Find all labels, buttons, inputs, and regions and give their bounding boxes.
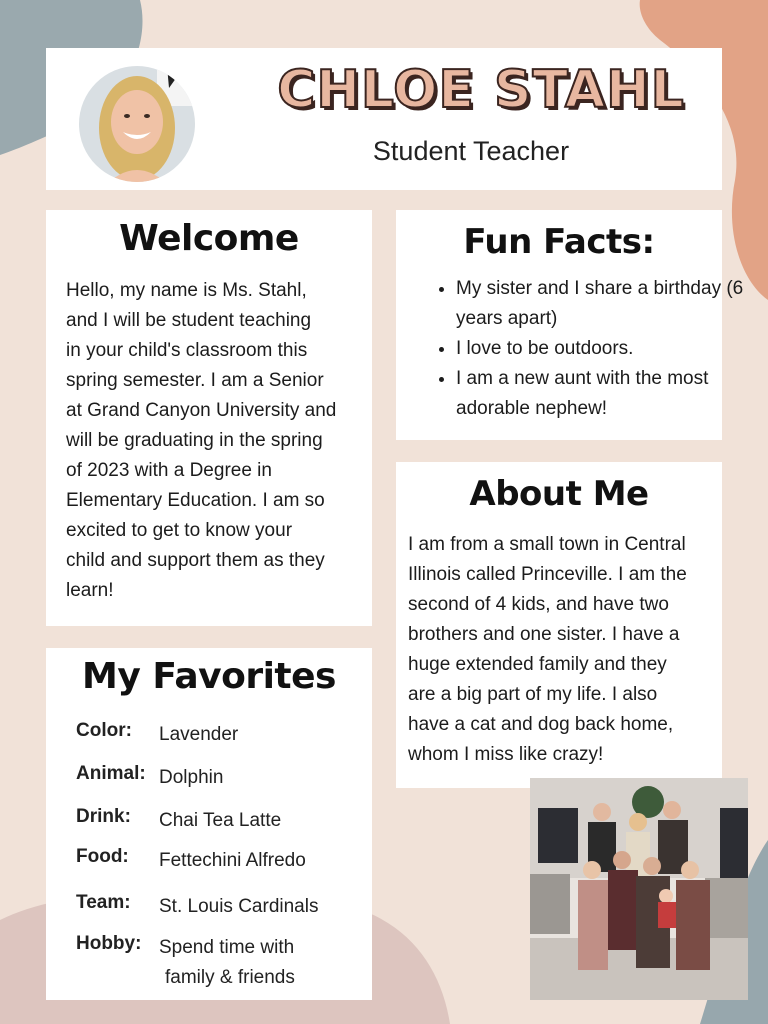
favorite-value: Lavender <box>159 724 239 745</box>
teacher-name: CHLOE STAHL <box>277 60 685 120</box>
about-me-text <box>408 530 718 770</box>
welcome-line: at Grand Canyon University and <box>66 400 337 421</box>
welcome-line: learn! <box>66 580 114 601</box>
welcome-line: excited to get to know your <box>66 520 293 541</box>
hobby-line-1: Spend time with <box>159 937 295 958</box>
family-photo <box>530 778 748 1000</box>
fun-facts-card <box>396 210 744 440</box>
favorite-value: Fettechini Alfredo <box>159 850 306 871</box>
welcome-line: spring semester. I am a Senior <box>66 370 324 391</box>
about-line: Illinois called Princeville. I am the <box>408 564 687 585</box>
favorite-value: Chai Tea Latte <box>159 810 282 831</box>
favorite-label: Color: <box>76 720 132 741</box>
favorite-value <box>159 933 369 993</box>
favorites-title: My Favorites <box>82 656 336 697</box>
favorite-label: Animal: <box>76 763 146 784</box>
about-line: have a cat and dog back home, <box>408 714 674 735</box>
about-line: whom I miss like crazy! <box>408 744 604 765</box>
list-item: • I love to be outdoors. <box>456 334 756 364</box>
favorite-value: St. Louis Cardinals <box>159 896 319 917</box>
favorite-value: Dolphin <box>159 767 224 788</box>
welcome-line: in your child's classroom this <box>66 340 308 361</box>
about-me-card <box>396 462 722 788</box>
fun-facts-list <box>414 274 756 424</box>
welcome-line: Hello, my name is Ms. Stahl, <box>66 280 307 301</box>
favorites-card <box>46 648 372 1000</box>
header-card <box>46 48 722 190</box>
favorite-label: Team: <box>76 892 131 913</box>
welcome-line: Elementary Education. I am so <box>66 490 325 511</box>
about-me-title: About Me <box>469 474 649 514</box>
about-line: huge extended family and they <box>408 654 667 675</box>
favorite-label: Hobby: <box>76 933 142 954</box>
about-line: second of 4 kids, and have two <box>408 594 669 615</box>
favorite-label: Food: <box>76 846 129 867</box>
welcome-line: of 2023 with a Degree in <box>66 460 272 481</box>
welcome-line: child and support them as they <box>66 550 325 571</box>
profile-photo <box>79 66 195 182</box>
welcome-card <box>46 210 372 626</box>
welcome-text <box>66 276 362 606</box>
list-item: • I am a new aunt with the most adorable nephew! <box>456 364 756 424</box>
hobby-line-2: family & friends <box>165 967 295 988</box>
favorite-label: Drink: <box>76 806 131 827</box>
welcome-line: will be graduating in the spring <box>66 430 323 451</box>
about-line: brothers and one sister. I have a <box>408 624 680 645</box>
about-line: I am from a small town in Central <box>408 534 686 555</box>
list-item: • My sister and I share a birthday (6 years apart) <box>456 274 756 334</box>
fun-facts-title: Fun Facts: <box>463 222 655 262</box>
about-line: are a big part of my life. I also <box>408 684 658 705</box>
welcome-title: Welcome <box>119 218 299 259</box>
welcome-line: and I will be student teaching <box>66 310 312 331</box>
teacher-role: Student Teacher <box>372 136 570 166</box>
